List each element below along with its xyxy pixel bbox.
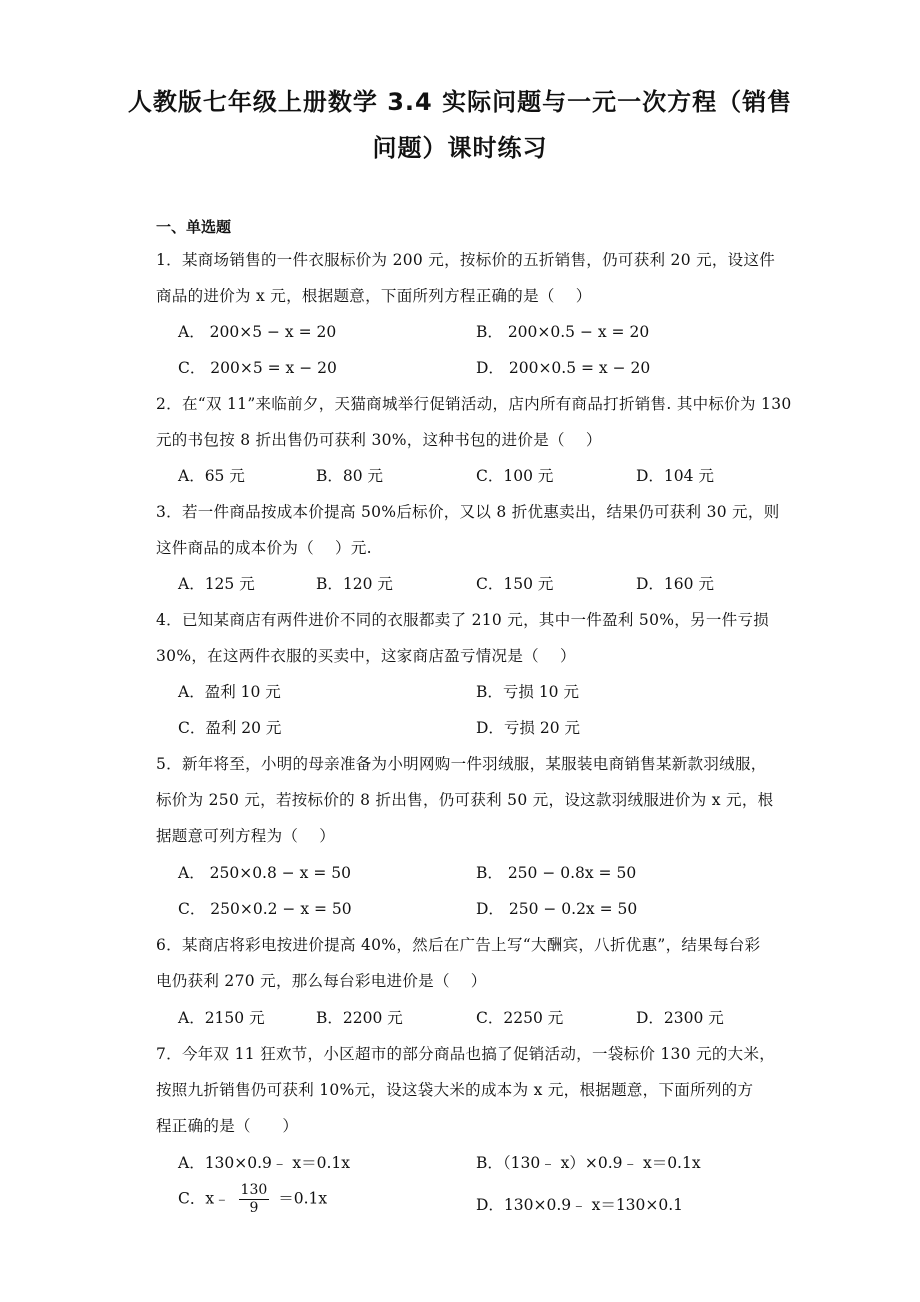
option-b: B．2200 元 — [316, 1009, 403, 1027]
option-b: B．亏损 10 元 — [476, 683, 579, 701]
option-d: D．2300 元 — [636, 1009, 724, 1027]
option-c: C．100 元 — [476, 467, 554, 485]
option-a: A． 250×0.8 − x = 50 — [178, 864, 351, 882]
question-text: 元的书包按 8 折出售仍可获利 30%，这种书包的进价是（ ） — [156, 431, 602, 449]
option-b: B．120 元 — [316, 575, 393, 593]
option-c-suffix: ＝0.1x — [278, 1189, 328, 1208]
option-c: C．150 元 — [476, 575, 554, 593]
question-text: 2．在“双 11”来临前夕，天猫商城举行促销活动，店内所有商品打折销售. 其中标价为 130 — [156, 395, 792, 413]
question-text: 1．某商场销售的一件衣服标价为 200 元，按标价的五折销售，仍可获利 20 元，设这件 — [156, 251, 776, 269]
question-text: 4．已知某商店有两件进价不同的衣服都卖了 210 元，其中一件盈利 50%，另一件亏损 — [156, 611, 770, 629]
option-b: B． 250 − 0.8x = 50 — [476, 864, 637, 882]
option-a: A．130×0.9﹣ x＝0.1x — [178, 1154, 350, 1172]
title-line-2: 问题）课时练习 — [372, 134, 548, 162]
option-b: B．80 元 — [316, 467, 384, 485]
question-text: 标价为 250 元，若按标价的 8 折出售，仍可获利 50 元，设这款羽绒服进价为 x 元，根 — [156, 791, 774, 809]
option-a: A．盈利 10 元 — [178, 683, 281, 701]
question-text: 5．新年将至，小明的母亲准备为小明网购一件羽绒服，某服装电商销售某新款羽绒服， — [156, 755, 767, 773]
option-c: C．盈利 20 元 — [178, 719, 282, 737]
question-text: 据题意可列方程为（ ） — [156, 827, 336, 845]
question-text: 电仍获利 270 元，那么每台彩电进价是（ ） — [156, 972, 487, 990]
question-text: 程正确的是（ ） — [156, 1117, 299, 1135]
option-c — [178, 1182, 327, 1217]
question-text: 30%，在这两件衣服的买卖中，这家商店盈亏情况是（ ） — [156, 647, 576, 665]
option-d: D．亏损 20 元 — [476, 719, 581, 737]
title-line-1: 人教版七年级上册数学 3.4 实际问题与一元一次方程（销售 — [127, 88, 793, 116]
fraction-denominator: 9 — [249, 1200, 259, 1216]
option-d: D．160 元 — [636, 575, 714, 593]
question-text: 7．今年双 11 狂欢节，小区超市的部分商品也搞了促销活动，一袋标价 130 元的大米， — [156, 1045, 776, 1063]
option-b: B． 200×0.5 − x = 20 — [476, 323, 650, 341]
option-a: A． 200×5 − x = 20 — [178, 323, 337, 341]
option-a: A．125 元 — [178, 575, 255, 593]
option-d: D．130×0.9﹣ x＝130×0.1 — [476, 1196, 684, 1214]
option-c: C． 250×0.2 − x = 50 — [178, 900, 352, 918]
fraction-numerator: 130 — [240, 1182, 268, 1198]
option-c: C．2250 元 — [476, 1009, 564, 1027]
option-d: D． 250 − 0.2x = 50 — [476, 900, 638, 918]
option-b: B．（130﹣ x）×0.9﹣ x＝0.1x — [476, 1154, 701, 1172]
option-d: D．104 元 — [636, 467, 714, 485]
question-text: 商品的进价为 x 元，根据题意，下面所列方程正确的是（ ） — [156, 287, 592, 305]
question-text: 这件商品的成本价为（ ）元. — [156, 539, 372, 557]
option-a: A．2150 元 — [178, 1009, 265, 1027]
option-a: A．65 元 — [178, 467, 245, 485]
question-text: 6．某商店将彩电按进价提高 40%，然后在广告上写“大酬宾，八折优惠”，结果每台彩 — [156, 936, 761, 954]
section-heading: 一、单选题 — [156, 218, 232, 236]
question-text: 3．若一件商品按成本价提高 50%后标价，又以 8 折优惠卖出，结果仍可获利 30 元，则 — [156, 503, 780, 521]
question-text: 按照九折销售仍可获利 10%元，设这袋大米的成本为 x 元，根据题意，下面所列的方 — [156, 1081, 754, 1099]
option-c: C． 200×5 = x − 20 — [178, 359, 337, 377]
option-c-prefix: C．x﹣ — [178, 1189, 230, 1208]
fraction — [239, 1182, 270, 1217]
option-d: D． 200×0.5 = x − 20 — [476, 359, 651, 377]
